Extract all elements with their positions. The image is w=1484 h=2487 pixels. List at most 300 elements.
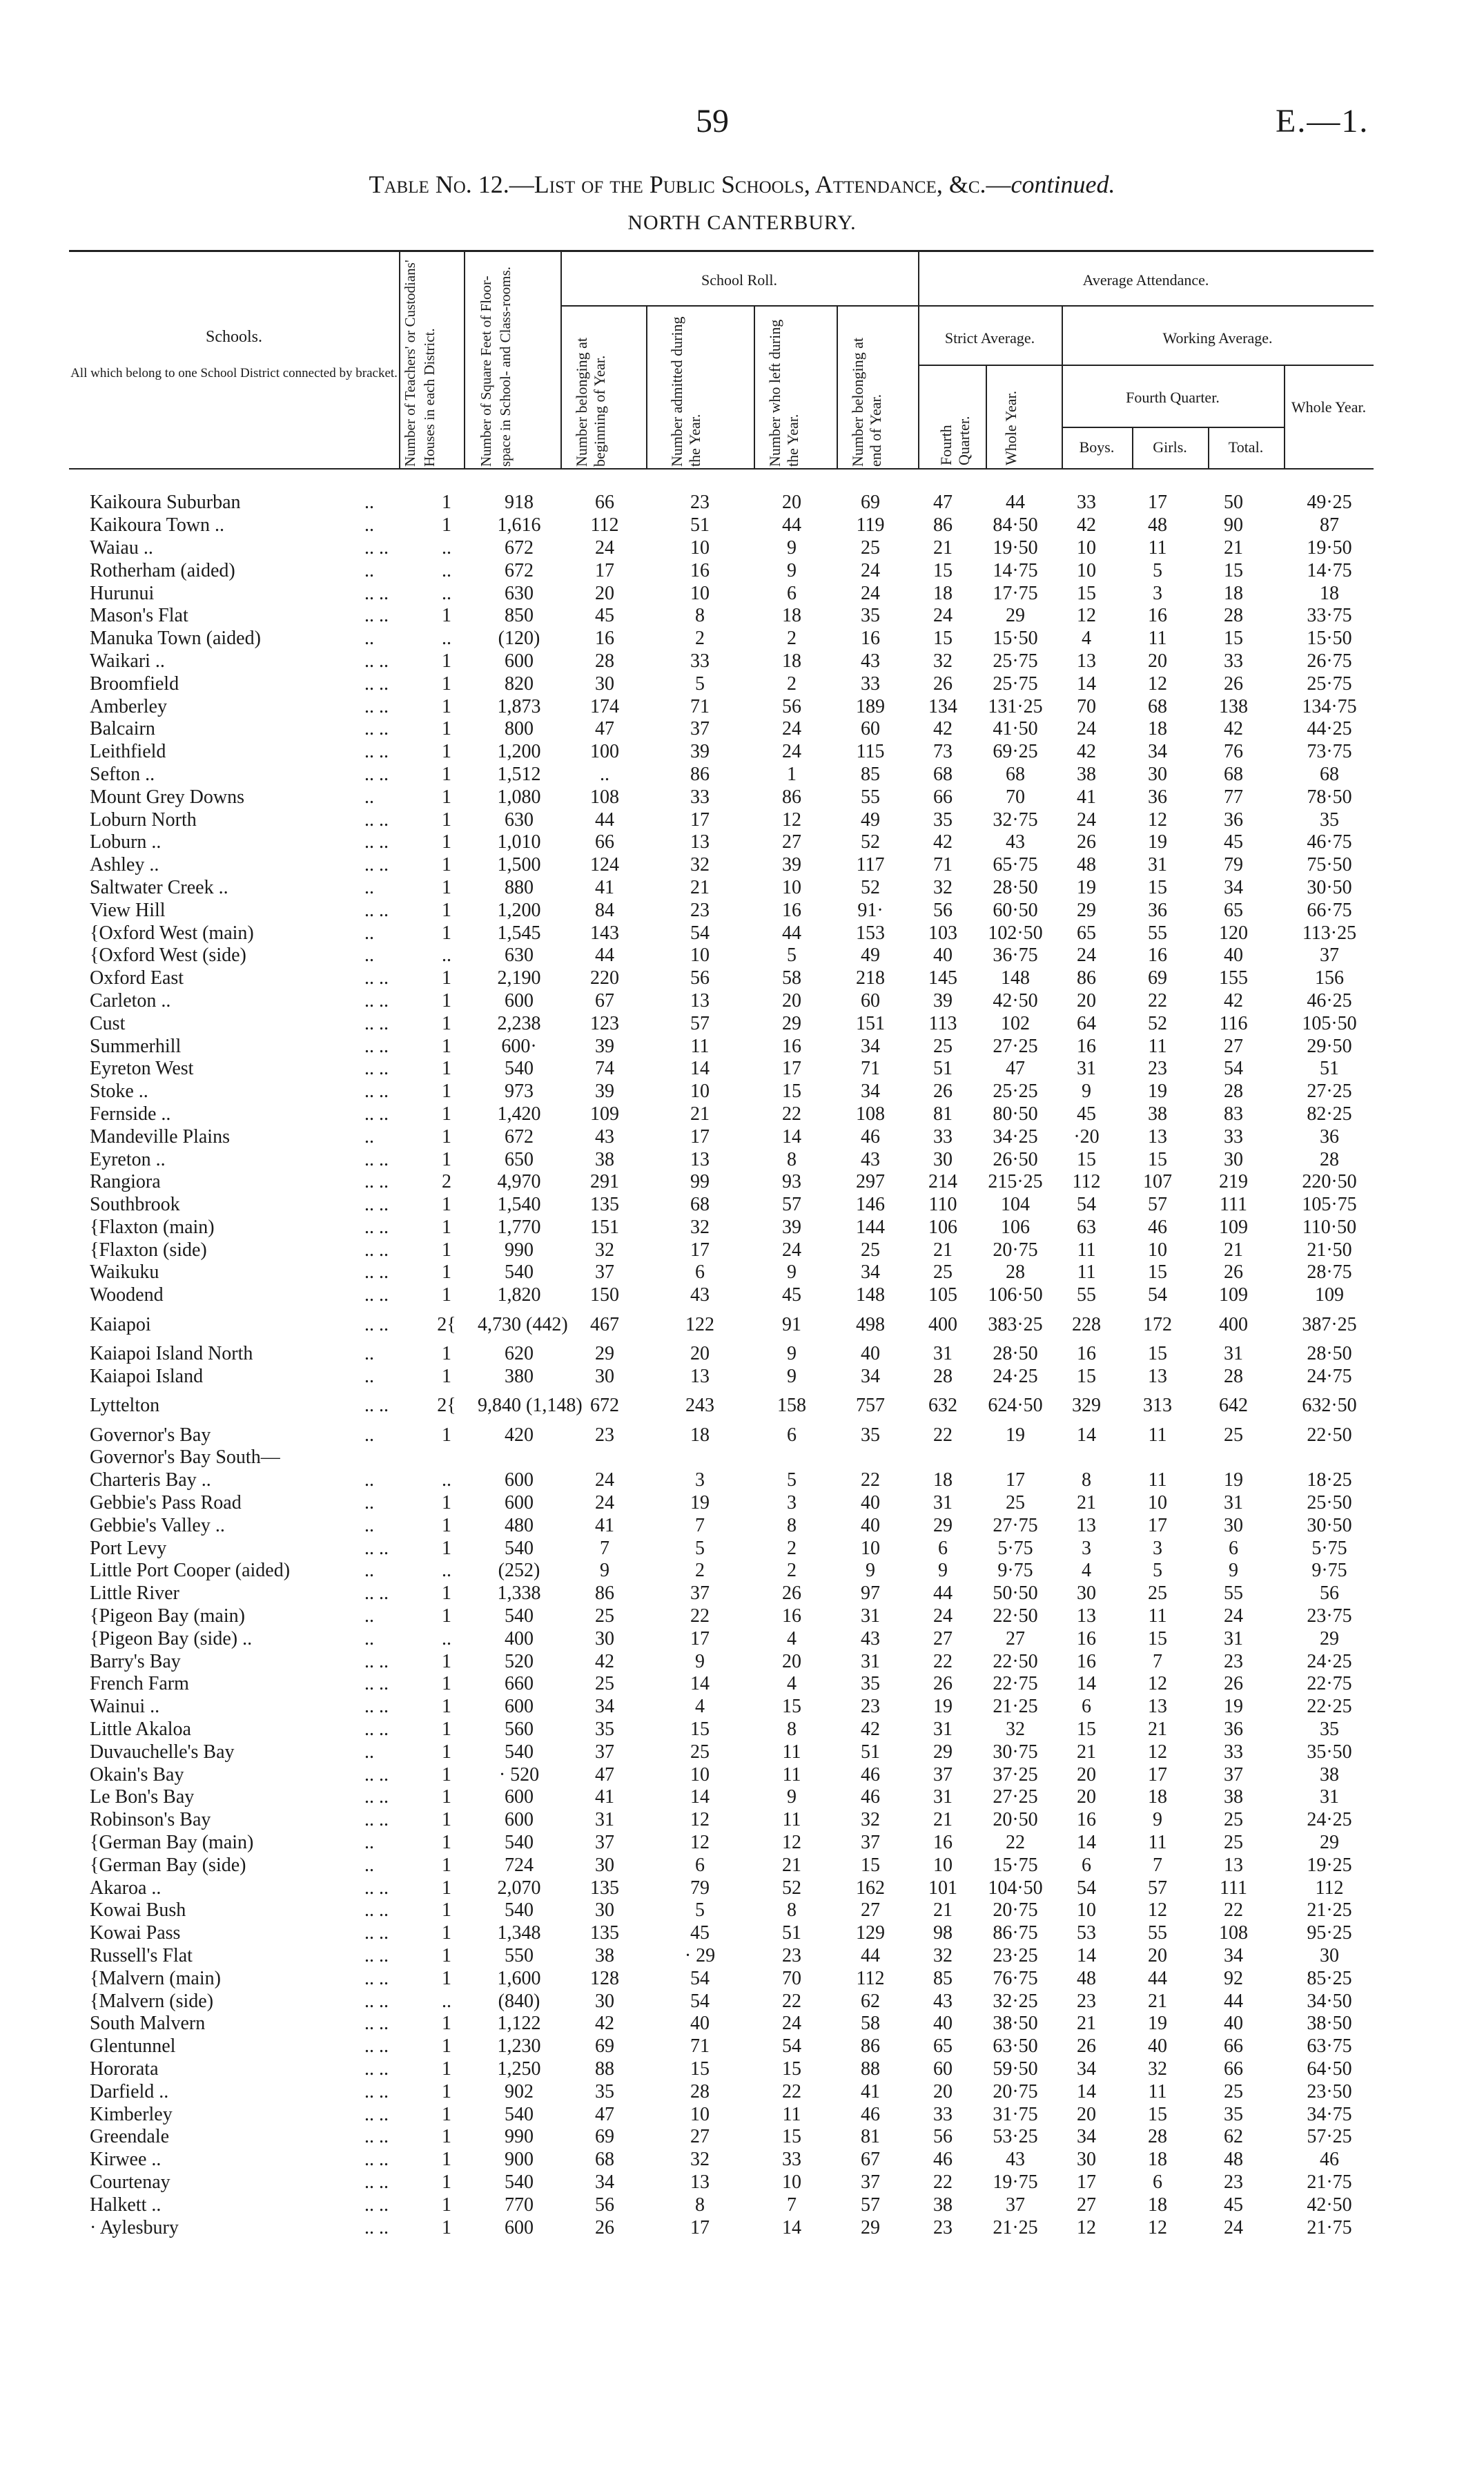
strict-fourth-quarter-cell: 134 (928, 695, 957, 717)
boys-cell: 14 (1077, 1832, 1096, 1854)
leader-dots-cell: .. (364, 1365, 374, 1387)
teachers-houses-cell: 1 (442, 1365, 451, 1387)
school-name-cell: Glentunnel (90, 2035, 176, 2058)
school-name-cell: {Oxford West (main) (90, 922, 254, 944)
strict-average-header: Strict Average. (944, 329, 1035, 347)
col-rule-2 (464, 250, 465, 468)
total-cell: 68 (1224, 763, 1243, 785)
leader-dots-cell: .. .. (364, 1899, 389, 1922)
working-whole-year-header: Whole Year. (1291, 398, 1367, 416)
table-row (90, 1424, 1387, 1446)
floor-space-cell: 520 (505, 1650, 534, 1672)
total-cell: 21 (1224, 1239, 1243, 1261)
floor-space-cell: 1,420 (497, 1103, 541, 1125)
table-row (90, 2103, 1387, 2126)
roll-left-cell: 1 (787, 763, 797, 785)
roll-admitted-cell: 4 (695, 1696, 705, 1718)
total-cell: 33 (1224, 1125, 1243, 1148)
girls-cell: 15 (1148, 1261, 1167, 1284)
teachers-houses-cell: 1 (442, 1035, 451, 1057)
strict-fourth-quarter-cell: 16 (933, 1832, 953, 1854)
school-name-cell: Kowai Pass (90, 1922, 181, 1944)
floor-space-cell: 2,190 (497, 967, 541, 989)
boys-cell: 63 (1077, 1216, 1096, 1238)
strict-whole-year-cell: 15·50 (993, 628, 1038, 650)
total-cell: 66 (1224, 2058, 1243, 2080)
strict-whole-year-cell: 19·75 (993, 2171, 1038, 2193)
girls-cell: 11 (1148, 1424, 1167, 1446)
table-row (90, 1809, 1387, 1832)
roll-admitted-cell: 86 (690, 763, 710, 785)
roll-left-cell: 20 (782, 989, 801, 1012)
roll-admitted-cell: 21 (690, 876, 710, 898)
working-whole-year-cell: 31 (1320, 1786, 1339, 1808)
teachers-houses-cell: 1 (442, 2058, 451, 2080)
working-whole-year-cell: 9·75 (1311, 1560, 1347, 1582)
strict-fourth-quarter-cell: 106 (928, 1216, 957, 1238)
roll-left-cell: 15 (782, 2126, 801, 2148)
roll-end-cell: 31 (861, 1650, 880, 1672)
strict-whole-year-cell: 29 (1006, 605, 1025, 627)
working-whole-year-cell: 68 (1320, 763, 1339, 785)
roll-left-cell: 86 (782, 786, 801, 808)
roll-left-cell: 9 (787, 1343, 797, 1365)
strict-fourth-quarter-cell: 10 (933, 1854, 953, 1876)
working-whole-year-cell: 21·75 (1307, 2216, 1352, 2238)
total-cell: 400 (1219, 1313, 1248, 1335)
strict-fourth-quarter-cell: 73 (933, 741, 953, 763)
table-row (90, 1967, 1387, 1990)
strict-fourth-quarter-cell: 26 (933, 672, 953, 695)
leader-dots-cell: .. .. (364, 1284, 389, 1306)
strict-whole-year-cell: 106·50 (988, 1284, 1043, 1306)
roll-left-cell: 2 (787, 628, 797, 650)
teachers-houses-cell: 1 (442, 672, 451, 695)
strict-fourth-quarter-cell: 28 (933, 1365, 953, 1387)
strict-whole-year-cell: 31·75 (993, 2103, 1038, 2125)
strict-fourth-quarter-cell: 632 (928, 1395, 957, 1417)
school-name-cell: View Hill (90, 899, 166, 921)
girls-cell: 55 (1148, 922, 1167, 944)
total-cell: 33 (1224, 1741, 1243, 1763)
roll-end-cell: 189 (856, 695, 885, 717)
roll-begin-cell: 42 (595, 1650, 614, 1672)
table-row (90, 718, 1387, 741)
girls-cell: 20 (1148, 650, 1167, 672)
school-name-cell: Little Port Cooper (aided) (90, 1560, 291, 1582)
table-row (90, 1125, 1387, 1148)
total-cell: 83 (1224, 1103, 1243, 1125)
boys-cell: 14 (1077, 672, 1096, 695)
roll-end-cell: 40 (861, 1492, 880, 1514)
working-whole-year-cell: 22·75 (1307, 1673, 1352, 1695)
strict-fourth-quarter-cell: 31 (933, 1786, 953, 1808)
table-row (90, 877, 1387, 900)
leader-dots-cell: .. .. (364, 831, 389, 853)
teachers-houses-cell: 1 (442, 1877, 451, 1899)
strict-whole-year-cell: 131·25 (988, 695, 1043, 717)
floor-space-cell: 1,600 (497, 1967, 541, 1989)
working-whole-year-cell: 66·75 (1307, 899, 1352, 921)
roll-end-cell: 69 (861, 492, 880, 514)
strict-fourth-quarter-cell: 9 (938, 1560, 948, 1582)
roll-begin-cell: 467 (590, 1313, 619, 1335)
floor-space-cell: 1,820 (497, 1284, 541, 1306)
strict-fourth-quarter-cell: 21 (933, 1239, 953, 1261)
total-cell: 55 (1224, 1583, 1243, 1605)
strict-fourth-quarter-cell: 65 (933, 2035, 953, 2058)
boys-cell: 24 (1077, 945, 1096, 967)
table-row (90, 605, 1387, 628)
school-name-cell: {Pigeon Bay (main) (90, 1605, 245, 1627)
working-whole-year-cell: 21·50 (1307, 1239, 1352, 1261)
strict-whole-year-cell: 86·75 (993, 1922, 1038, 1944)
roll-end-cell: 46 (861, 1763, 880, 1786)
roll-admitted-cell: 71 (690, 695, 710, 717)
floor-space-cell: 1,010 (497, 831, 541, 853)
roll-left-cell: 5 (787, 945, 797, 967)
roll-left-cell: 24 (782, 1239, 801, 1261)
working-whole-year-cell: 109 (1315, 1284, 1344, 1306)
table-row (90, 1194, 1387, 1217)
total-cell: 108 (1219, 1922, 1248, 1944)
floor-space-cell (478, 1446, 560, 1469)
roll-admitted-cell: 18 (690, 1424, 710, 1446)
floor-space-cell: 560 (505, 1719, 534, 1741)
table-row (90, 559, 1387, 582)
roll-end-cell: 97 (861, 1583, 880, 1605)
girls-cell: 13 (1148, 1365, 1167, 1387)
roll-begin-cell: 9 (600, 1560, 609, 1582)
boys-cell: 34 (1077, 2126, 1096, 2148)
table-row (90, 1446, 1387, 1469)
roll-admitted-cell: 17 (690, 2216, 710, 2238)
roll-left-cell: 93 (782, 1171, 801, 1193)
strict-whole-year-cell: 25 (1006, 1492, 1025, 1514)
strict-fourth-quarter-cell: 33 (933, 1125, 953, 1148)
school-name-cell: {Flaxton (main) (90, 1216, 215, 1238)
table-row (90, 537, 1387, 560)
table-row (90, 1605, 1387, 1628)
floor-space-cell: 540 (505, 1832, 534, 1854)
total-cell: 111 (1220, 1194, 1247, 1216)
roll-admitted-cell: 10 (690, 536, 710, 559)
working-whole-year-cell: 21·25 (1307, 1899, 1352, 1922)
leader-dots-cell: .. .. (364, 2080, 389, 2102)
roll-admitted-cell: 54 (690, 1990, 710, 2012)
total-cell: 26 (1224, 1673, 1243, 1695)
leader-dots-cell: .. .. (364, 1012, 389, 1034)
leader-dots-cell: .. .. (364, 1103, 389, 1125)
roll-begin-cell: 151 (590, 1216, 619, 1238)
roll-end-cell: 41 (861, 2080, 880, 2102)
leader-dots-cell: .. .. (364, 1081, 389, 1103)
working-whole-year-cell: 28·50 (1307, 1343, 1352, 1365)
girls-cell: 52 (1148, 1012, 1167, 1034)
girls-cell: 30 (1148, 763, 1167, 785)
total-cell: 155 (1219, 967, 1248, 989)
roll-begin-cell: 143 (590, 922, 619, 944)
roll-admitted-cell: 17 (690, 1239, 710, 1261)
total-cell: 120 (1219, 922, 1248, 944)
leader-dots-cell: .. .. (364, 989, 389, 1012)
floor-space-cell: 672 (505, 559, 534, 581)
roll-left-cell: 11 (782, 1763, 801, 1786)
school-name-cell: {Flaxton (side) (90, 1239, 207, 1261)
leader-dots-cell (364, 1446, 416, 1469)
roll-left-cell: 15 (782, 1696, 801, 1718)
roll-left-cell: 22 (782, 1990, 801, 2012)
table-row (90, 2080, 1387, 2103)
strict-fourth-quarter-cell: 21 (933, 1899, 953, 1922)
roll-left-cell: 5 (787, 1469, 797, 1491)
working-whole-year-cell: 75·50 (1307, 854, 1352, 876)
teachers-houses-cell: 1 (442, 1343, 451, 1365)
strict-fourth-quarter-cell: 68 (933, 763, 953, 785)
girls-cell: 17 (1148, 1763, 1167, 1786)
strict-fourth-quarter-cell: 32 (933, 876, 953, 898)
teachers-houses-cell: 1 (442, 1261, 451, 1284)
roll-begin-cell: 32 (595, 1239, 614, 1261)
roll-end-cell: 10 (861, 1537, 880, 1559)
roll-left-cell: 9 (787, 1786, 797, 1808)
teachers-houses-cell: 1 (442, 1899, 451, 1922)
teachers-houses-cell: 1 (442, 1809, 451, 1831)
roll-begin-cell: 30 (595, 1854, 614, 1876)
leader-dots-cell: .. (364, 1627, 374, 1649)
strict-fourth-quarter-header: Fourth Quarter. (937, 416, 973, 465)
roll-end-cell: 67 (861, 2149, 880, 2171)
leader-dots-cell: .. (364, 492, 374, 514)
strict-fourth-quarter-cell: 31 (933, 1492, 953, 1514)
roll-admitted-cell: 28 (690, 2080, 710, 2102)
leader-dots-cell: .. .. (364, 1313, 389, 1335)
working-whole-year-cell: 85·25 (1307, 1967, 1352, 1989)
strict-fourth-quarter-cell: 24 (933, 605, 953, 627)
roll-left-cell: 23 (782, 1945, 801, 1966)
teachers-houses-cell: 1 (442, 2103, 451, 2125)
teachers-houses-cell: 1 (442, 1216, 451, 1238)
total-cell: 28 (1224, 1365, 1243, 1387)
teachers-houses-cell: .. (442, 582, 451, 604)
roll-admitted-cell: 5 (695, 1537, 705, 1559)
roll-left-cell: 8 (787, 1514, 797, 1536)
roll-end-cell: 108 (856, 1103, 885, 1125)
boys-cell: 53 (1077, 1922, 1096, 1944)
working-whole-year-cell: 23·50 (1307, 2080, 1352, 2102)
roll-begin-cell: 29 (595, 1343, 614, 1365)
roll-begin-cell: 20 (595, 582, 614, 604)
strict-whole-year-cell: 20·75 (993, 2080, 1038, 2102)
floor-space-cell: (120) (498, 628, 540, 650)
roll-admitted-cell (649, 1446, 751, 1469)
floor-space-cell: 1,122 (497, 2013, 541, 2035)
strict-whole-year-cell: 624·50 (988, 1395, 1043, 1417)
roll-end-cell: 33 (861, 672, 880, 695)
working-whole-year-cell: 37 (1320, 945, 1339, 967)
total-cell: 40 (1224, 2013, 1243, 2035)
table-row (90, 582, 1387, 605)
floor-space-cell: 540 (505, 1741, 534, 1763)
boys-cell: 11 (1077, 1261, 1096, 1284)
strict-fourth-quarter-cell: 145 (928, 967, 957, 989)
teachers-houses-cell (416, 1446, 478, 1469)
roll-begin-cell: 41 (595, 876, 614, 898)
table-row (90, 1537, 1387, 1560)
floor-space-cell: 420 (505, 1424, 534, 1446)
roll-begin-cell: 31 (595, 1809, 614, 1831)
roll-left-cell: 10 (782, 876, 801, 898)
header-bottom-rule (69, 468, 1374, 470)
girls-cell: 36 (1148, 899, 1167, 921)
total-cell: 31 (1224, 1627, 1243, 1649)
leader-dots-cell: .. .. (364, 809, 389, 831)
leader-dots-cell: .. .. (364, 741, 389, 763)
girls-cell: 107 (1143, 1171, 1172, 1193)
boys-cell: 33 (1077, 492, 1096, 514)
table-row (90, 1583, 1387, 1605)
strict-fourth-quarter-cell: 214 (928, 1171, 957, 1193)
strict-fourth-quarter-cell: 85 (933, 1967, 953, 1989)
roll-admitted-cell: 15 (690, 2058, 710, 2080)
strict-fourth-quarter-cell: 24 (933, 1605, 953, 1627)
teachers-houses-cell: 1 (442, 1832, 451, 1854)
teachers-houses-cell: .. (442, 1990, 451, 2012)
teachers-houses-cell: 1 (442, 854, 451, 876)
roll-begin-cell: 69 (595, 2035, 614, 2058)
boys-cell: 4 (1082, 628, 1091, 650)
teachers-houses-cell: 1 (442, 1967, 451, 1989)
total-cell: 24 (1224, 1605, 1243, 1627)
teachers-houses-cell: 1 (442, 989, 451, 1012)
roll-end-cell: 58 (861, 2013, 880, 2035)
total-cell: 138 (1219, 695, 1248, 717)
floor-space-cell: 724 (505, 1854, 534, 1876)
teachers-houses-cell: .. (442, 628, 451, 650)
working-whole-year-cell: 35 (1320, 809, 1339, 831)
floor-space-cell: 540 (505, 1261, 534, 1284)
roll-begin-cell: 37 (595, 1741, 614, 1763)
strict-whole-year-cell: 9·75 (997, 1560, 1033, 1582)
roll-left-cell: 2 (787, 672, 797, 695)
roll-begin-cell: 44 (595, 945, 614, 967)
school-name-cell: Hurunui (90, 582, 155, 604)
girls-cell: 12 (1148, 2216, 1167, 2238)
table-row (90, 1239, 1387, 1261)
roll-left-cell: 3 (787, 1492, 797, 1514)
roll-admitted-cell: 17 (690, 1125, 710, 1148)
roll-begin-cell: 174 (590, 695, 619, 717)
leader-dots-cell: .. .. (364, 2058, 389, 2080)
roll-admitted-cell: 37 (690, 718, 710, 740)
strict-fourth-quarter-cell: 22 (933, 1650, 953, 1672)
boys-cell: 45 (1077, 1103, 1096, 1125)
table-row (90, 672, 1387, 695)
boys-cell: 26 (1077, 2035, 1096, 2058)
roll-end-cell: 60 (861, 989, 880, 1012)
leader-dots-cell: .. (364, 1560, 374, 1582)
school-name-cell: Darfield .. (90, 2080, 169, 2102)
roll-begin-cell: 66 (595, 492, 614, 514)
school-name-cell: Kaiapoi Island North (90, 1343, 253, 1365)
boys-cell: 54 (1077, 1194, 1096, 1216)
girls-cell: 15 (1148, 2103, 1167, 2125)
working-whole-year-cell: 14·75 (1307, 559, 1352, 581)
leader-dots-cell: .. .. (364, 2171, 389, 2193)
strict-fourth-quarter-cell: 22 (933, 2171, 953, 2193)
leader-dots-cell: .. (364, 1514, 374, 1536)
roll-admitted-cell: 10 (690, 2103, 710, 2125)
total-cell: 15 (1224, 628, 1243, 650)
leader-dots-cell: .. .. (364, 582, 389, 604)
floor-space-cell: 1,770 (497, 1216, 541, 1238)
roll-begin-cell: 17 (595, 559, 614, 581)
roll-left-cell: 9 (787, 1261, 797, 1284)
strict-whole-year-cell: 102·50 (988, 922, 1043, 944)
roll-left-cell: 12 (782, 1832, 801, 1854)
table-row (90, 922, 1387, 945)
roll-left-cell: 4 (787, 1673, 797, 1695)
girls-cell: 25 (1148, 1583, 1167, 1605)
girls-cell: 40 (1148, 2035, 1167, 2058)
teachers-houses-cell: 1 (442, 1125, 451, 1148)
boys-cell: 20 (1077, 1763, 1096, 1786)
leader-dots-cell: .. (364, 1424, 374, 1446)
roll-begin-cell: 38 (595, 1945, 614, 1966)
roll-admitted-cell: 39 (690, 741, 710, 763)
floor-space-cell: (252) (498, 1560, 540, 1582)
girls-cell: 15 (1148, 876, 1167, 898)
teachers-houses-cell: 1 (442, 1854, 451, 1876)
roll-left-cell: 20 (782, 492, 801, 514)
working-whole-year-cell: 35·50 (1307, 1741, 1352, 1763)
roll-end-cell: 34 (861, 1081, 880, 1103)
table-row (90, 1284, 1387, 1307)
roll-end-cell: 37 (861, 1832, 880, 1854)
roll-admitted-cell: 13 (690, 989, 710, 1012)
floor-space-cell: 600· (501, 1035, 537, 1057)
roll-begin-cell: 30 (595, 672, 614, 695)
floor-space-cell: 1,545 (497, 922, 541, 944)
strict-fourth-quarter-cell: 39 (933, 989, 953, 1012)
roll-begin-cell: 42 (595, 2013, 614, 2035)
strict-whole-year-cell: 80·50 (993, 1103, 1038, 1125)
roll-admitted-cell: 56 (690, 967, 710, 989)
leader-dots-cell: .. .. (364, 1719, 389, 1741)
roll-begin-cell: 47 (595, 1763, 614, 1786)
roll-end-cell: 757 (856, 1395, 885, 1417)
strict-whole-year-cell: 53·25 (993, 2126, 1038, 2148)
roll-left-cell: 24 (782, 741, 801, 763)
strict-fourth-quarter-cell: 30 (933, 1148, 953, 1170)
strict-fourth-quarter-cell: 103 (928, 922, 957, 944)
working-whole-year-cell: 44·25 (1307, 718, 1352, 740)
boys-cell (1053, 1446, 1120, 1469)
girls-cell: 3 (1153, 1537, 1162, 1559)
girls-cell: 69 (1148, 967, 1167, 989)
boys-cell: 16 (1077, 1035, 1096, 1057)
roll-begin-cell: 108 (590, 786, 619, 808)
roll-left-cell: 70 (782, 1967, 801, 1989)
floor-space-cell: 1,250 (497, 2058, 541, 2080)
leader-dots-cell: .. .. (364, 1786, 389, 1808)
roll-end-cell: 42 (861, 1719, 880, 1741)
strict-whole-year-cell: 60·50 (993, 899, 1038, 921)
strict-whole-year-cell: 68 (1006, 763, 1025, 785)
girls-cell: 22 (1148, 989, 1167, 1012)
roll-admitted-cell: 13 (690, 1148, 710, 1170)
leader-dots-cell: .. .. (364, 1239, 389, 1261)
